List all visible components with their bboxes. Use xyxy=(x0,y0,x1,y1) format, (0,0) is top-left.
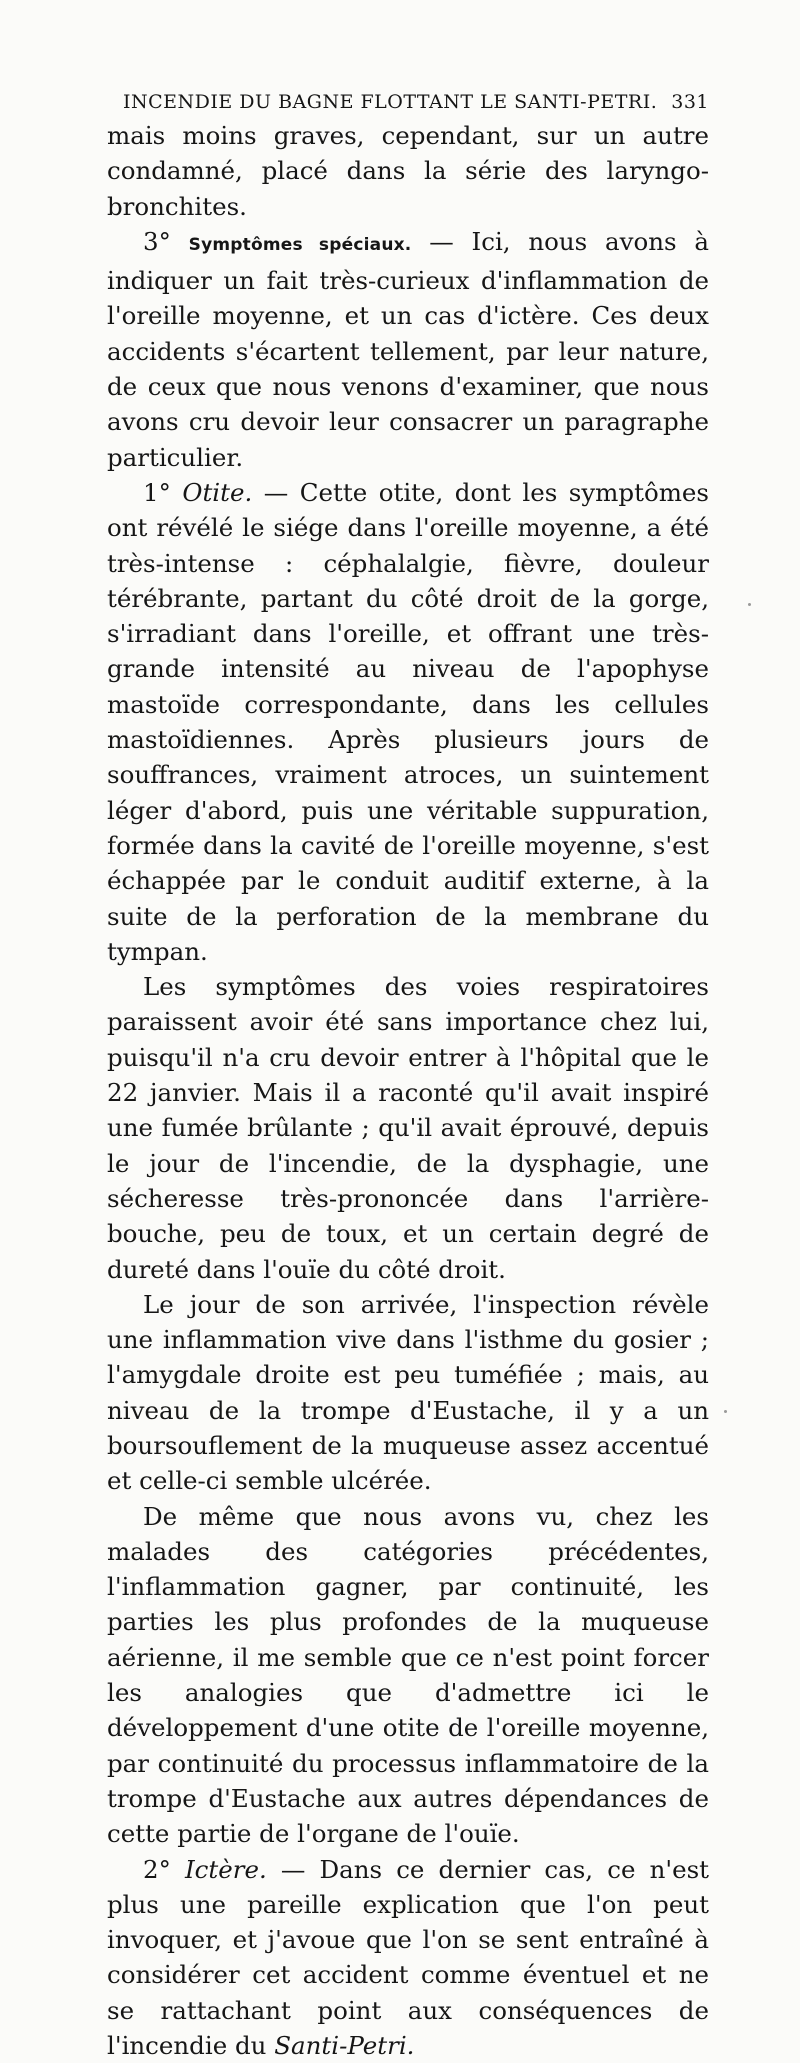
paragraph-text: — Dans ce dernier cas, ce n'est plus une pareille explication que l'on peut invoquer, et j'avoue que l'on se sent entraîné à considérer cet accident comme éventuel et ne se rattachant point aux conséquences de l'incendie du xyxy=(107,1854,709,2061)
paper-speck xyxy=(748,603,751,606)
section-number: 3° xyxy=(143,226,171,256)
paper-speck xyxy=(724,1410,727,1413)
paragraph-text: Le jour de son arrivée, l'inspection révèle une inflammation vive dans l'isthme du gosier ; l'amygdale droite est peu tuméfiée ; mais, au niveau de la trompe d'Eustache, il y a un boursouflement de la muqueuse assez accentué et celle-ci semble ulcérée. xyxy=(107,1289,709,1496)
book-page xyxy=(107,86,709,2063)
paragraph-text: — Cette otite, dont les symptômes ont révélé le siége dans l'oreille moyenne, a été très-intense : céphalalgie, fièvre, douleur térébrante, partant du côté droit de la gorge, s'irradiant dans l'oreille, et offrant une très-grande intensité au niveau de l'apophyse mastoïde correspondante, dans les cellules mastoïdiennes. Après plusieurs jours de souffrances, vraiment atroces, un suintement léger d'abord, puis une véritable suppuration, formée dans la cavité de l'oreille moyenne, s'est échappée par le conduit auditif externe, à la suite de la perforation de la membrane du tympan. xyxy=(107,477,709,966)
paragraph-continuation xyxy=(107,118,709,224)
paragraph-text: — Ici, nous avons à indiquer un fait très-curieux d'inflammation de l'oreille moyenne, et un cas d'ictère. Ces deux accidents s'écartent tellement, par leur nature, de ceux que nous venons d'examiner, que nous avons cru devoir leur consacrer un paragraphe particulier. xyxy=(107,226,709,472)
paragraph xyxy=(107,1287,709,1499)
paragraph-otite xyxy=(107,475,709,969)
paragraph-symptomes-speciaux xyxy=(107,224,709,475)
paragraph xyxy=(107,969,709,1287)
paragraph xyxy=(107,1499,709,1852)
paragraph-text: Les symptômes des voies respiratoires paraissent avoir été sans importance chez lui, puisqu'il n'a cru devoir entrer à l'hôpital que le 22 janvier. Mais il a raconté qu'il avait inspiré une fumée brûlante ; qu'il avait éprouvé, depuis le jour de l'incendie, de la dysphagie, une sécheresse très-prononcée dans l'arrière-bouche, peu de toux, et un certain degré de dureté dans l'ouïe du côté droit. xyxy=(107,972,709,1284)
section-heading: Ictère. xyxy=(184,1854,267,1884)
paragraph-text: mais moins graves, cependant, sur un autre condamné, placé dans la série des laryngo-bronchites. xyxy=(107,121,709,221)
running-head xyxy=(107,86,709,118)
ship-name: Santi-Petri. xyxy=(274,2031,415,2061)
body-text xyxy=(107,118,709,2063)
section-heading: Otite. xyxy=(182,477,253,507)
section-number: 2° xyxy=(143,1854,171,1884)
page-number: 331 xyxy=(671,91,709,113)
section-heading: Symptômes spéciaux. xyxy=(188,234,412,255)
paragraph-ictere xyxy=(107,1852,709,2063)
section-number: 1° xyxy=(143,477,171,507)
paragraph-text: De même que nous avons vu, chez les malades des catégories précédentes, l'inflammation gagner, par continuité, les parties les plus profondes de la muqueuse aérienne, il me semble que ce n'est point forcer les analogies que d'admettre ici le développement d'une otite de l'oreille moyenne, par continuité du processus inflammatoire de la trompe d'Eustache aux autres dépendances de cette partie de l'organe de l'ouïe. xyxy=(107,1501,709,1849)
running-head-title: INCENDIE DU BAGNE FLOTTANT LE SANTI-PETRI. xyxy=(123,91,658,113)
